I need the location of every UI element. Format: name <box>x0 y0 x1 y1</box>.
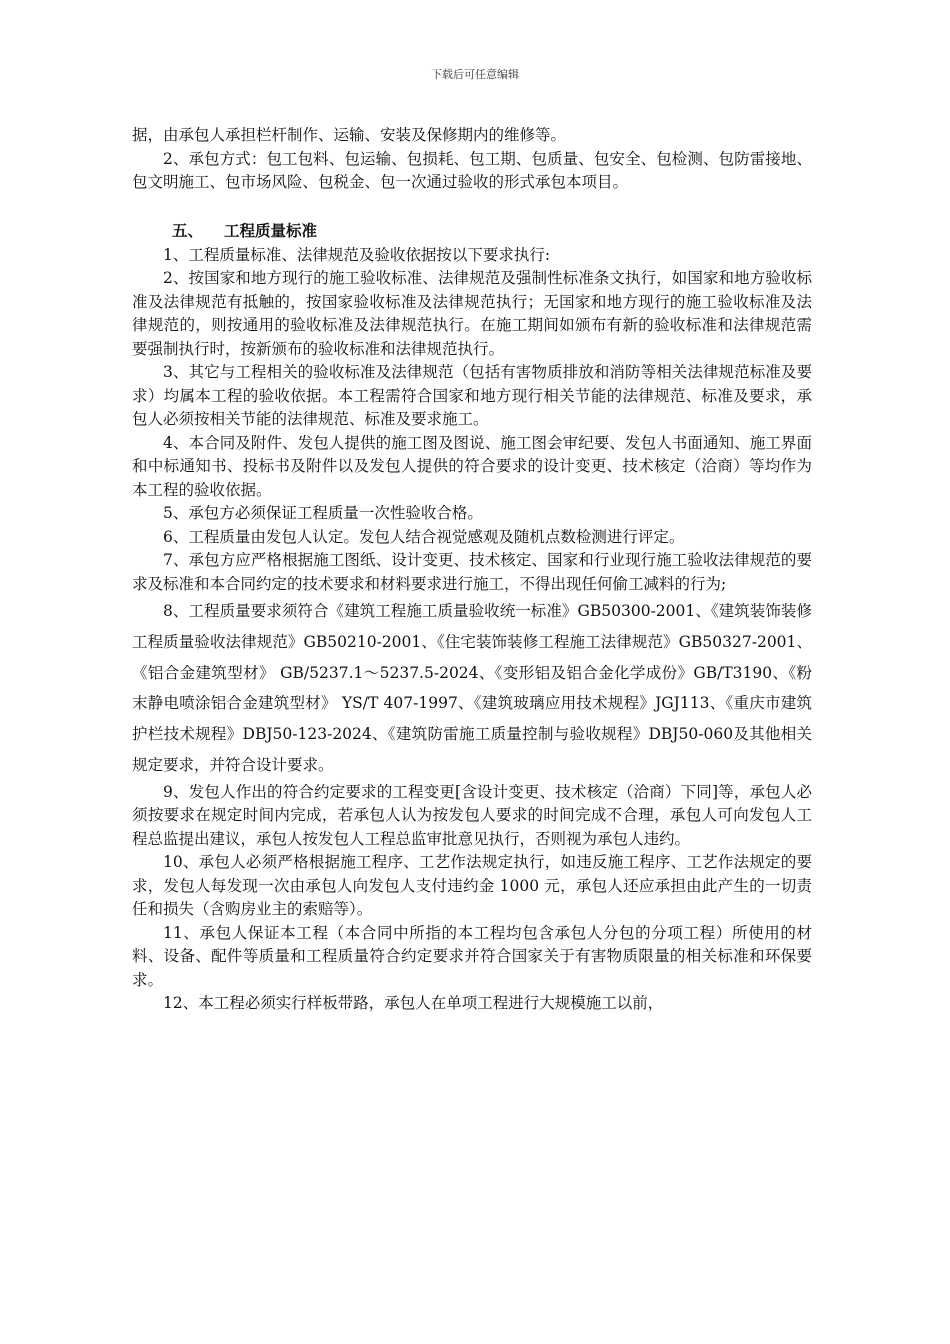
paragraph: 4、本合同及附件、发包人提供的施工图及图说、施工图会审纪要、发包人书面通知、施工界面和中标通知书、投标书及附件以及发包人提供的符合要求的设计变更、技术核定（洽商）等均作为本工程的验收依据。 <box>132 433 812 499</box>
paragraph: 5、承包方必须保证工程质量一次性验收合格。 <box>163 504 483 522</box>
paragraph: 12、本工程必须实行样板带路，承包人在单项工程进行大规模施工以前， <box>163 994 664 1013</box>
section-heading <box>132 218 812 244</box>
section-number: 五、 <box>172 220 204 240</box>
paragraph: 2、承包方式：包工包料、包运输、包损耗、包工期、包质量、包安全、包检测、包防雷接地、包文明施工、包市场风险、包税金、包一次通过验收的形式承包本项目。 <box>132 149 812 191</box>
page-header: 下载后可任意编辑 <box>431 68 519 81</box>
paragraph: 11、承包人保证本工程（本合同中所指的本工程均包含承包人分包的分项工程）所使用的材料、设备、配件等质量和工程质量符合约定要求并符合国家关于有害物质限量的相关标准和环保要求。 <box>132 923 812 989</box>
document-body <box>132 124 812 1016</box>
paragraph: 据，由承包人承担栏杆制作、运输、安装及保修期内的维修等。 <box>132 126 567 144</box>
paragraph: 8、工程质量要求须符合《建筑工程施工质量验收统一标准》GB50300-2001、《建筑装饰装修工程质量验收法律规范》GB50210-2001、《住宅装饰装修工程施工法律规范》GB50327-2001、《铝合金建筑型材》 GB/5237.1～5237.5-2024、《变形铝及铝合金化学成份》GB/T3190、《粉末静电喷涂铝合金建筑型材》 YS/T 407-1997、《建筑玻璃应用技术规程》JGJ113、《重庆市建筑护栏技术规程》DBJ50-123-2024、《建筑防雷施工质量控制与验收规程》DBJ50-060及其他相关规定要求，并符合设计要求。 <box>132 602 812 774</box>
paragraph: 9、发包人作出的符合约定要求的工程变更[含设计变更、技术核定（洽商）下同]等，承包人必须按要求在规定时间内完成，若承包人认为按发包人要求的时间完成不合理，承包人可向发包人工程总监提出建议，承包人按发包人工程总监审批意见执行，否则视为承包人违约。 <box>132 782 812 848</box>
paragraph: 3、其它与工程相关的验收标准及法律规范（包括有害物质排放和消防等相关法律规范标准及要求）均属本工程的验收依据。本工程需符合国家和地方现行相关节能的法律规范、标准及要求，承包人必须按相关节能的法律规范、标准及要求施工。 <box>132 363 812 428</box>
paragraph: 10、承包人必须严格根据施工程序、工艺作法规定执行，如违反施工程序、工艺作法规定的要求，发包人每发现一次由承包人向发包人支付违约金 1000 元，承包人还应承担由此产生的一切责任和损失（含购房业主的索赔等）。 <box>132 853 812 919</box>
paragraph: 1、工程质量标准、法律规范及验收依据按以下要求执行: <box>163 245 551 264</box>
section-title: 工程质量标准 <box>224 220 318 240</box>
paragraph: 6、工程质量由发包人认定。发包人结合视觉感观及随机点数检测进行评定。 <box>163 527 685 546</box>
paragraph: 2、按国家和地方现行的施工验收标准、法律规范及强制性标准条文执行，如国家和地方验收标准及法律规范有抵触的，按国家验收标准及法律规范执行；无国家和地方现行的施工验收标准及法律规范的，则按通用的验收标准及法律规范执行。在施工期间如颁布有新的验收标准和法律规范需要强制执行时，按新颁布的验收标准和法律规范执行。 <box>132 269 812 358</box>
paragraph: 7、承包方应严格根据施工图纸、设计变更、技术核定、国家和行业现行施工验收法律规范的要求及标准和本合同约定的技术要求和材料要求进行施工，不得出现任何偷工减料的行为; <box>132 551 812 593</box>
spacer <box>132 195 812 218</box>
